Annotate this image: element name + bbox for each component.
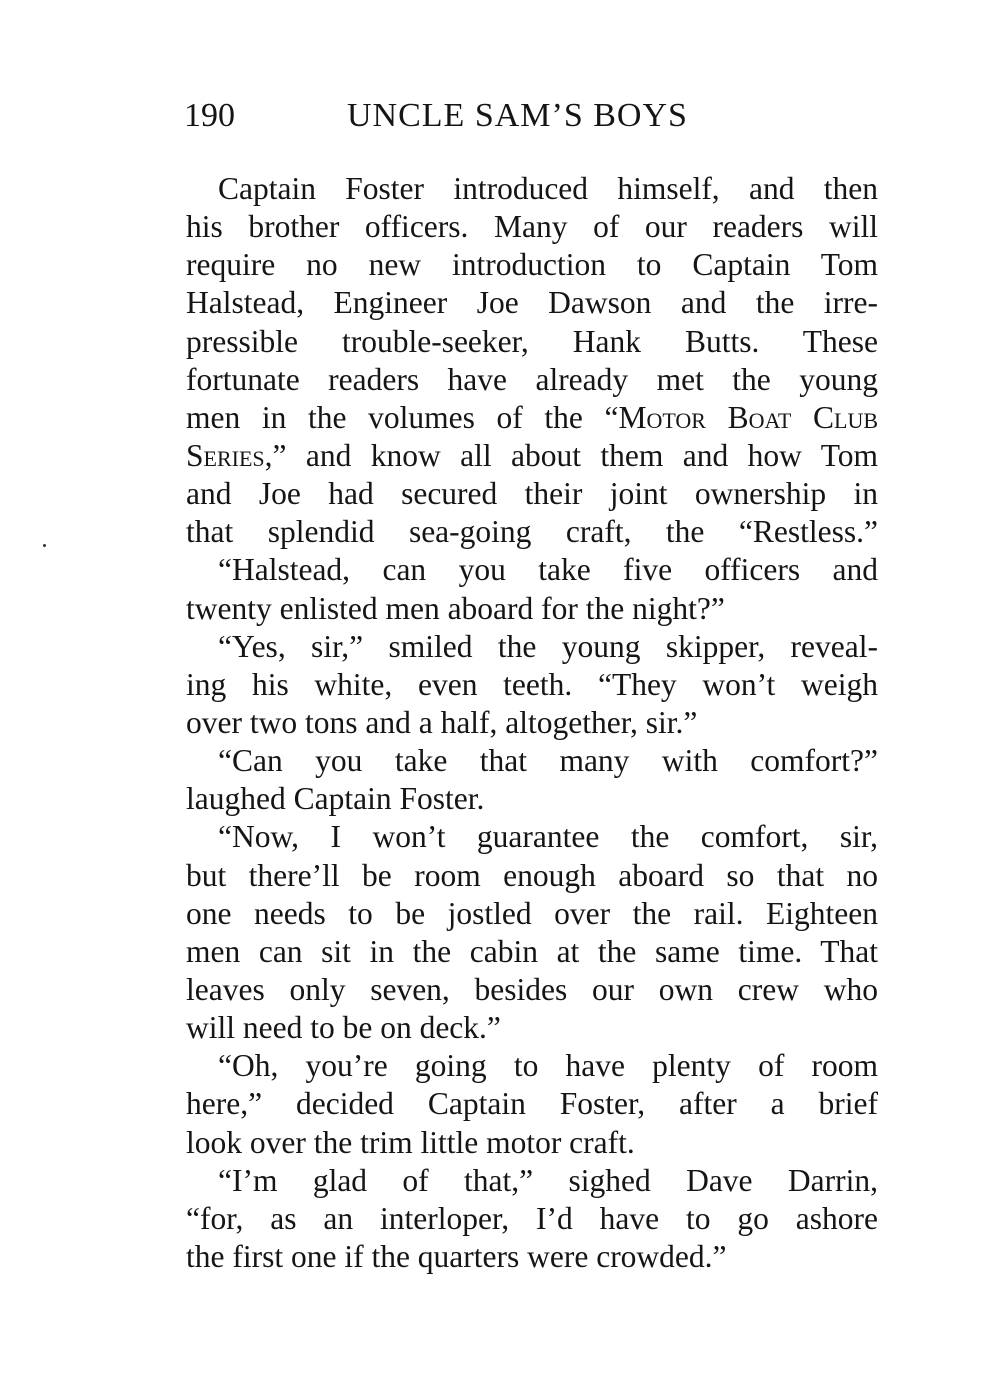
text-line: here,” decided Captain Foster, after a brief [186,1086,878,1122]
series-title: Motor Boat Club [618,399,879,435]
text-line: look over the trim little motor craft. [186,1124,635,1160]
text-line: fortunate readers have already met the young [186,361,878,397]
text-line: men can sit in the cabin at the same time. That [186,933,878,969]
text-line: “Oh, you’re going to have plenty of room [218,1048,878,1084]
text-line: “Now, I won’t guarantee the comfort, sir, [218,819,878,855]
paragraph-3 [186,628,878,742]
text-line: laughed Captain Foster. [186,781,485,817]
margin-speck [43,544,46,547]
text-line: the first one if the quarters were crowded.” [186,1238,727,1274]
text-line: twenty enlisted men aboard for the night?” [186,590,725,626]
text-line [186,399,878,437]
text-line: Halstead, Engineer Joe Dawson and the irre- [186,285,878,321]
text-line: but there’ll be room enough aboard so that no [186,857,878,893]
text-line: that splendid sea-going craft, the “Restless.” [186,514,878,550]
text-line: ing his white, even teeth. “They won’t weigh [186,666,878,702]
text-line: pressible trouble-seeker, Hank Butts. These [186,323,878,359]
paragraph-6 [186,1047,878,1161]
text-line: one needs to be jostled over the rail. Eighteen [186,895,878,931]
text-line: require no new introduction to Captain Tom [186,247,878,283]
paragraph-1 [186,170,878,551]
paragraph-2 [186,551,878,627]
text-line [186,437,878,475]
series-title: Series, [186,437,273,473]
text-line: Captain Foster introduced himself, and then [218,171,878,206]
page-number: 190 [184,97,235,134]
running-head: UNCLE SAM’S BOYS [347,97,688,134]
paragraph-5 [186,818,878,1047]
text-line: “Can you take that many with comfort?” [218,743,878,779]
body-text [186,170,878,1276]
text-line: will need to be on deck.” [186,1010,501,1046]
text-line: over two tons and a half, altogether, sir.” [186,704,698,740]
text-fragment: ” and know all about them and how Tom [272,437,878,473]
text-line: leaves only seven, besides our own crew who [186,971,878,1007]
paragraph-4 [186,742,878,818]
text-line: his brother officers. Many of our readers will [186,209,878,245]
text-line: “Yes, sir,” smiled the young skipper, reveal- [218,628,878,664]
text-fragment: men in the volumes of the “ [186,399,619,435]
text-line: “Halstead, can you take five officers and [218,552,878,588]
paragraph-7 [186,1162,878,1276]
text-line: “I’m glad of that,” sighed Dave Darrin, [218,1162,878,1198]
page-header [184,91,884,141]
text-line: “for, as an interloper, I’d have to go ashore [186,1200,878,1236]
text-line: and Joe had secured their joint ownership in [186,476,878,512]
